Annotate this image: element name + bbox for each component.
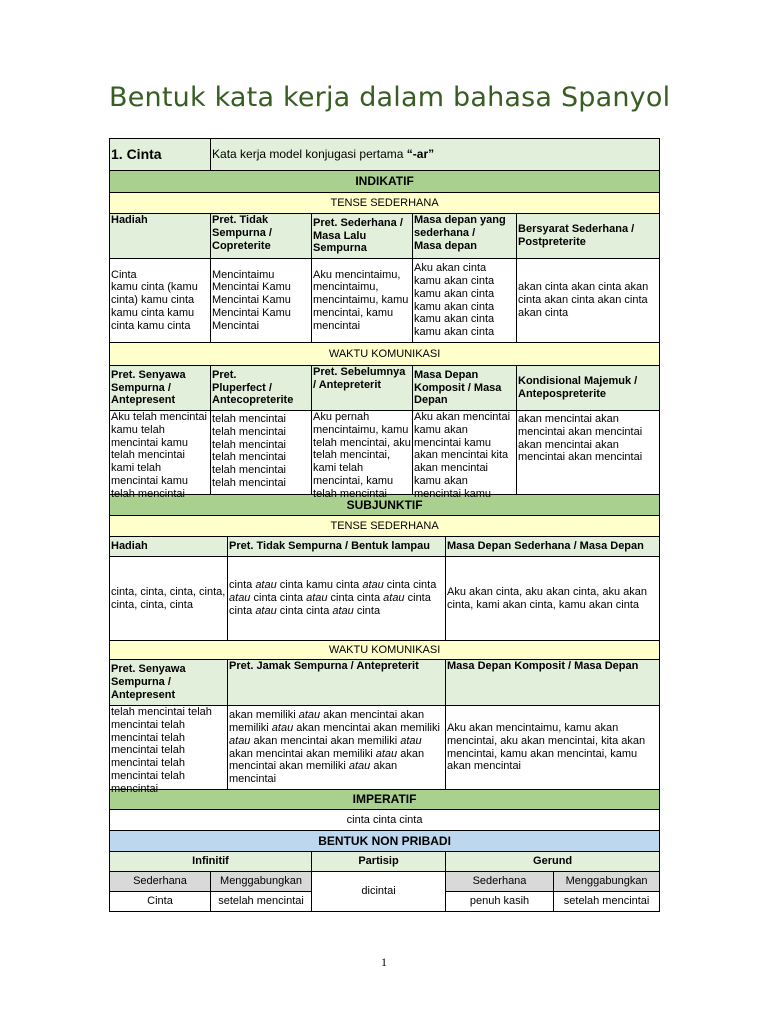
text-fragment: cinta — [353, 604, 381, 617]
conjugation-cell — [413, 411, 517, 500]
italic-text: atau — [400, 734, 422, 747]
subjunktif-simple-header: Hadiah — [110, 537, 228, 557]
text-fragment: akan memiliki — [229, 709, 299, 722]
italic-text: atau — [332, 604, 354, 617]
conjugation-cell: Aku mencintaimu, mencintaimu, mencintaimu, kamu mencintai, kamu mencintai — [312, 259, 413, 343]
text-fragment: cinta — [229, 579, 256, 592]
italic-text: atau — [375, 747, 398, 760]
imperatif-heading: IMPERATIF — [110, 790, 660, 810]
indikatif-compound-header: Pret. Sebelumnya / Antepreterit — [312, 366, 413, 411]
conjugation-cell — [110, 706, 228, 795]
conjugation-cell — [211, 411, 312, 495]
infinitive-header: Infinitif — [110, 852, 312, 872]
italic-text: atau — [362, 579, 384, 592]
text-fragment: cinta cinta — [327, 592, 384, 605]
text-fragment: akan mencintai — [229, 760, 398, 786]
conjugation-cell: akan cinta akan cinta akan cinta akan cinta akan cinta akan cinta — [517, 259, 660, 343]
indikatif-simple-header-row — [110, 214, 660, 259]
subjunktif-compound-header-row — [110, 660, 660, 706]
verb-name: 1. Cinta — [110, 139, 211, 171]
non-personal-heading: BENTUK NON PRIBADI — [110, 831, 660, 852]
text-fragment: akan mencintai akan memiliki — [229, 747, 376, 760]
text-fragment: akan mencintai akan memiliki — [229, 747, 425, 773]
conjugation-cell: Cinta kamu cinta (kamu cinta) kamu cinta kamu cinta kamu cinta kamu cinta — [110, 259, 211, 343]
text-fragment: cinta cinta — [276, 604, 333, 617]
italic-text: atau — [271, 721, 294, 734]
conjugation-cell — [517, 411, 660, 495]
text-fragment: cinta cinta — [250, 592, 307, 605]
conjugation-text: Aku pernah mencintaimu, kamu telah mencintai, aku telah mencintai, kami telah mencintai, kamu telah mencintai — [313, 411, 411, 500]
indikatif-compound-header: Kondisional Majemuk / Antepospreterite — [517, 366, 660, 411]
italic-text: atau — [229, 592, 251, 605]
indikatif-compound-label: WAKTU KOMUNIKASI — [110, 343, 660, 366]
conjugation-text: Aku akan mencintai kamu akan mencintai kamu akan mencintai kita akan mencintai kamu akan mencintai kamu — [414, 411, 511, 500]
text-fragment: akan mencintai akan memiliki — [293, 721, 440, 734]
conjugation-cell: Aku akan cinta kamu akan cinta kamu akan cinta kamu akan cinta kamu akan cinta kamu akan cinta — [413, 259, 517, 343]
italic-text: atau — [229, 734, 251, 747]
verb-description-text: Kata kerja model konjugasi pertama — [212, 147, 407, 162]
infinitive-compound-value: setelah mencintai — [211, 892, 312, 912]
infinitive-simple-value: Cinta — [110, 892, 211, 912]
imperatif-value: cinta cinta cinta — [110, 810, 660, 831]
text-fragment: cinta cinta — [229, 592, 431, 617]
indikatif-heading: INDIKATIF — [110, 171, 660, 193]
italic-text: atau — [348, 760, 371, 773]
indikatif-simple-row — [110, 259, 660, 343]
text-fragment: akan mencintai akan memiliki — [229, 709, 425, 734]
conjugation-cell — [312, 411, 413, 500]
italic-text: atau — [255, 579, 277, 592]
conjugation-text — [229, 709, 440, 785]
indikatif-compound-row — [110, 411, 660, 495]
text-fragment: cinta cinta — [383, 579, 437, 592]
conjugation-cell: Aku akan cinta, aku akan cinta, aku akan cinta, kami akan cinta, kamu akan cinta — [446, 557, 660, 641]
gerund-compound-label: Menggabungkan — [554, 872, 660, 892]
italic-text: atau — [255, 604, 277, 617]
gerund-simple-value: penuh kasih — [446, 892, 554, 912]
infinitive-simple-label: Sederhana — [110, 872, 211, 892]
indikatif-compound-header: Pret. Senyawa Sempurna / Antepresent — [110, 366, 211, 411]
subjunktif-compound-header: Pret. Jamak Sempurna / Antepreterit — [228, 660, 446, 706]
subjunktif-simple-header: Pret. Tidak Sempurna / Bentuk lampau — [228, 537, 446, 557]
conjugation-cell: cinta, cinta, cinta, cinta, cinta, cinta, cinta — [110, 557, 228, 641]
subjunktif-simple-label: TENSE SEDERHANA — [110, 516, 660, 537]
conjugation-cell — [110, 411, 211, 500]
gerund-compound-value: setelah mencintai — [554, 892, 660, 912]
text-fragment: akan mencintai akan memiliki — [250, 734, 401, 747]
non-personal-subheader-row — [110, 872, 660, 892]
verb-description-ending: “-ar” — [406, 147, 435, 162]
indikatif-compound-header: Masa Depan Komposit / Masa Depan — [413, 366, 517, 411]
subjunktif-compound-header: Pret. Senyawa Sempurna / Antepresent — [110, 660, 228, 706]
gerund-header: Gerund — [446, 852, 660, 872]
subjunktif-heading: SUBJUNKTIF — [110, 495, 660, 516]
indikatif-simple-header: Pret. Tidak Sempurna / Copreterite — [211, 214, 312, 259]
indikatif-simple-header: Hadiah — [110, 214, 211, 259]
conjugation-text: telah mencintai telah mencintai telah mencintai telah mencintai telah mencintai telah mencintai — [212, 413, 287, 489]
infinitive-compound-label: Menggabungkan — [211, 872, 312, 892]
page-number: 1 — [381, 955, 387, 969]
verb-header-row — [110, 139, 660, 171]
indikatif-simple-header: Bersyarat Sederhana / Postpreterite — [517, 214, 660, 259]
indikatif-compound-header-row — [110, 366, 660, 411]
gerund-simple-label: Sederhana — [446, 872, 554, 892]
italic-text: atau — [306, 592, 328, 605]
verb-description — [211, 139, 660, 171]
conjugation-cell — [228, 706, 446, 790]
subjunktif-compound-label: WAKTU KOMUNIKASI — [110, 641, 660, 660]
conjugation-text — [229, 579, 436, 617]
document-title: Bentuk kata kerja dalam bahasa Spanyol — [109, 82, 671, 113]
indikatif-simple-label: TENSE SEDERHANA — [110, 193, 660, 214]
participle-value: dicintai — [312, 872, 446, 912]
conjugation-text: akan mencintai akan mencintai akan mencintai akan mencintai akan mencintai akan mencintai — [518, 413, 643, 464]
subjunktif-compound-row — [110, 706, 660, 790]
conjugation-text: telah mencintai telah mencintai telah mencintai telah mencintai telah mencintai telah mencintai telah mencintai — [111, 706, 212, 795]
subjunktif-compound-header: Masa Depan Komposit / Masa Depan — [446, 660, 660, 706]
subjunktif-simple-row — [110, 557, 660, 641]
indikatif-simple-header: Masa depan yang sederhana / Masa depan — [413, 214, 517, 259]
conjugation-cell: Mencintaimu Mencintai Kamu Mencintai Kamu Mencintai Kamu Mencintai — [211, 259, 312, 343]
conjugation-cell — [228, 557, 446, 641]
participle-header: Partisip — [312, 852, 446, 872]
subjunktif-simple-header: Masa Depan Sederhana / Masa Depan — [446, 537, 660, 557]
italic-text: atau — [298, 709, 321, 722]
text-fragment: cinta kamu cinta — [276, 579, 363, 592]
conjugation-text: Aku telah mencintai kamu telah mencintai kamu telah mencintai kami telah mencintai kamu telah mencintai — [111, 411, 207, 500]
subjunktif-simple-header-row — [110, 537, 660, 557]
indikatif-simple-header: Pret. Sederhana / Masa Lalu Sempurna — [312, 214, 413, 259]
conjugation-cell: Aku akan mencintaimu, kamu akan mencintai, aku akan mencintai, kita akan mencintai, kamu akan mencintai, kamu akan mencintai — [446, 706, 660, 790]
italic-text: atau — [383, 592, 405, 605]
non-personal-header-row — [110, 852, 660, 872]
indikatif-compound-header: Pret. Pluperfect / Antecopreterite — [211, 366, 312, 411]
conjugation-table — [109, 138, 660, 912]
